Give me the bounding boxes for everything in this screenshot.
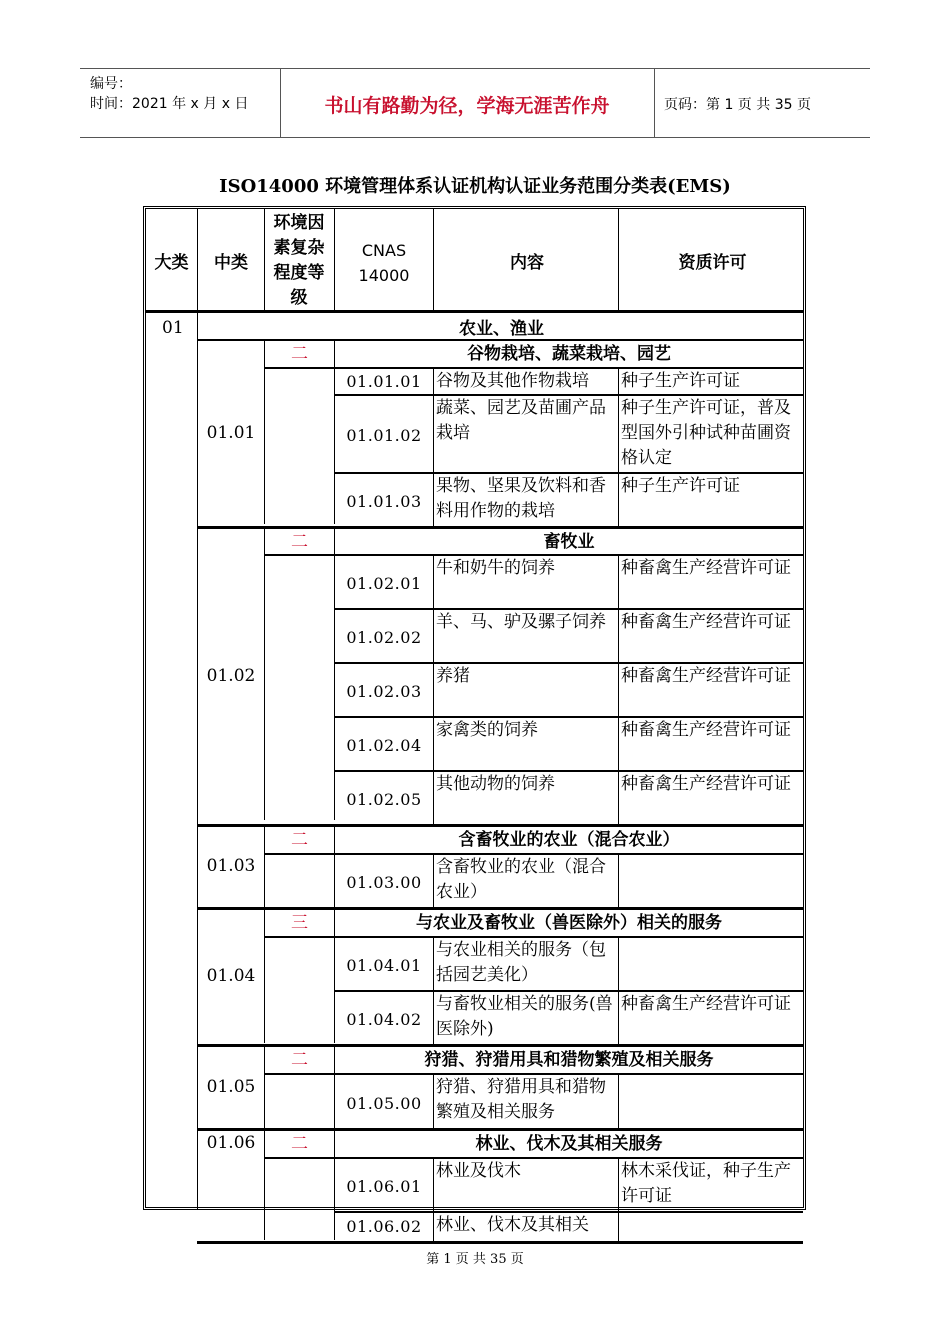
section-name: 林业、伐木及其相关服务 bbox=[475, 1134, 663, 1154]
col-line bbox=[433, 664, 434, 716]
license-cell: 种畜禽生产经营许可证 bbox=[621, 612, 791, 632]
license-cell: 种子生产许可证 bbox=[621, 476, 740, 496]
row-rule bbox=[197, 1241, 803, 1244]
classification-table bbox=[143, 206, 806, 1236]
license-cell: 种畜禽生产经营许可证 bbox=[621, 558, 791, 578]
col-line bbox=[433, 1213, 434, 1241]
col-line bbox=[618, 772, 619, 824]
mid-class-code: 01.01 bbox=[206, 422, 256, 443]
col-line bbox=[433, 209, 434, 310]
col-line bbox=[433, 992, 434, 1044]
content-cell: 牛和奶牛的饲养 bbox=[436, 558, 555, 578]
license-cell: 种畜禽生产经营许可证 bbox=[621, 720, 791, 740]
license-cell: 种子生产许可证，普及型国外引种试种苗圃资格认定 bbox=[621, 398, 791, 468]
col-line bbox=[433, 369, 434, 394]
col-line bbox=[433, 396, 434, 472]
mid-class-code: 01.06 bbox=[206, 1133, 256, 1153]
section-name: 畜牧业 bbox=[543, 532, 595, 552]
section-name: 含畜牧业的农业（混合农业） bbox=[458, 830, 680, 850]
col-line bbox=[433, 855, 434, 907]
cnas-code: 01.02.02 bbox=[346, 628, 422, 647]
cnas-code: 01.05.00 bbox=[346, 1093, 422, 1113]
cnas-code: 01.06.01 bbox=[346, 1177, 422, 1196]
license-cell: 种畜禽生产经营许可证 bbox=[621, 666, 791, 686]
section-name: 谷物栽培、蔬菜栽培、园艺 bbox=[467, 344, 671, 364]
license-cell: 种畜禽生产经营许可证 bbox=[621, 774, 791, 794]
content-cell: 与农业相关的服务（包括园艺美化） bbox=[436, 940, 606, 985]
level-mark: 二 bbox=[291, 1050, 308, 1070]
col-line bbox=[618, 474, 619, 526]
content-cell: 养猪 bbox=[436, 666, 470, 686]
col-line bbox=[618, 1213, 619, 1241]
header-rule bbox=[146, 310, 803, 313]
content-cell: 家禽类的饲养 bbox=[436, 720, 538, 740]
cnas-code: 01.03.00 bbox=[346, 873, 422, 892]
page-info: 页码：第 1 页 共 35 页 bbox=[664, 97, 811, 113]
col-line bbox=[618, 718, 619, 770]
col-line bbox=[618, 1075, 619, 1128]
mid-class-code: 01.04 bbox=[206, 966, 256, 986]
header-divider bbox=[654, 69, 655, 137]
col-line bbox=[618, 855, 619, 907]
level-mark: 三 bbox=[291, 913, 308, 933]
cnas-code: 01.02.01 bbox=[346, 574, 422, 593]
content-cell: 狩猎、狩猎用具和猎物繁殖及相关服务 bbox=[436, 1077, 606, 1122]
col-line bbox=[618, 369, 619, 394]
level-mark: 二 bbox=[291, 344, 308, 364]
cnas-code: 01.04.01 bbox=[346, 956, 422, 975]
content-cell: 林业及伐木 bbox=[436, 1161, 521, 1181]
col-line bbox=[618, 938, 619, 990]
col-line bbox=[433, 718, 434, 770]
cnas-code: 01.01.03 bbox=[346, 492, 422, 511]
time-label: 时间：2021 年 x 月 x 日 bbox=[90, 96, 249, 112]
col-line bbox=[618, 992, 619, 1044]
cnas-code: 01.01.01 bbox=[346, 371, 422, 391]
level-mark: 二 bbox=[291, 830, 308, 850]
header-level: 环境因素复杂程度等级 bbox=[273, 213, 325, 308]
content-cell: 羊、马、驴及骡子饲养 bbox=[436, 612, 606, 632]
content-cell: 含畜牧业的农业（混合农业） bbox=[436, 857, 606, 902]
col-line bbox=[264, 209, 265, 310]
cnas-code: 01.02.04 bbox=[346, 736, 422, 755]
content-cell: 谷物及其他作物栽培 bbox=[436, 371, 589, 391]
mid-class-code: 01.02 bbox=[206, 665, 256, 686]
col-line bbox=[433, 610, 434, 662]
mid-class-code: 01.05 bbox=[206, 1076, 256, 1097]
col-line bbox=[334, 209, 335, 310]
cnas-code: 01.02.05 bbox=[346, 790, 422, 809]
header-mid: 中类 bbox=[214, 253, 248, 273]
number-label: 编号： bbox=[90, 76, 132, 92]
col-line bbox=[618, 610, 619, 662]
col-line bbox=[618, 1159, 619, 1211]
cnas-code: 01.06.02 bbox=[346, 1217, 422, 1236]
section-name: 狩猎、狩猎用具和猎物繁殖及相关服务 bbox=[424, 1050, 714, 1070]
content-cell: 蔬菜、园艺及苗圃产品栽培 bbox=[436, 398, 606, 443]
header-major: 大类 bbox=[154, 253, 189, 273]
section-name: 与农业及畜牧业（兽医除外）相关的服务 bbox=[416, 913, 722, 933]
col-line bbox=[264, 529, 265, 820]
col-line bbox=[618, 556, 619, 608]
col-line bbox=[433, 772, 434, 824]
major-name: 农业、渔业 bbox=[459, 319, 544, 339]
col-line bbox=[433, 556, 434, 608]
document-header bbox=[80, 68, 870, 138]
page-footer: 第 1 页 共 35 页 bbox=[426, 1252, 524, 1267]
license-cell: 种子生产许可证 bbox=[621, 371, 740, 391]
license-cell: 种畜禽生产经营许可证 bbox=[621, 994, 791, 1014]
cnas-code: 01.01.02 bbox=[346, 426, 422, 445]
col-line bbox=[433, 1075, 434, 1128]
col-line bbox=[618, 396, 619, 472]
level-mark: 二 bbox=[291, 532, 308, 552]
header-content: 内容 bbox=[510, 253, 544, 273]
major-code: 01 bbox=[162, 318, 184, 338]
col-line bbox=[433, 474, 434, 526]
mid-class-code: 01.03 bbox=[206, 856, 256, 876]
page-title: ISO14000 环境管理体系认证机构认证业务范围分类表(EMS) bbox=[219, 176, 731, 197]
col-line bbox=[433, 938, 434, 990]
header-license: 资质许可 bbox=[678, 253, 747, 273]
header-meta bbox=[80, 69, 280, 137]
cnas-code: 01.02.03 bbox=[346, 682, 422, 701]
col-line bbox=[197, 209, 198, 1209]
col-line bbox=[618, 209, 619, 310]
cnas-code: 01.04.02 bbox=[346, 1010, 422, 1029]
header-motto: 书山有路勤为径，学海无涯苦作舟 bbox=[324, 95, 610, 117]
content-cell: 其他动物的饲养 bbox=[436, 774, 555, 794]
content-cell: 与畜牧业相关的服务(兽医除外) bbox=[436, 994, 613, 1039]
content-cell: 果物、坚果及饮料和香料用作物的栽培 bbox=[436, 476, 606, 521]
col-line bbox=[433, 1159, 434, 1211]
col-line bbox=[618, 664, 619, 716]
license-cell: 林木采伐证，种子生产许可证 bbox=[621, 1161, 791, 1206]
content-cell: 林业、伐木及其相关 bbox=[436, 1215, 589, 1235]
level-mark: 二 bbox=[291, 1134, 308, 1154]
header-cnas: CNAS 14000 bbox=[358, 241, 410, 285]
